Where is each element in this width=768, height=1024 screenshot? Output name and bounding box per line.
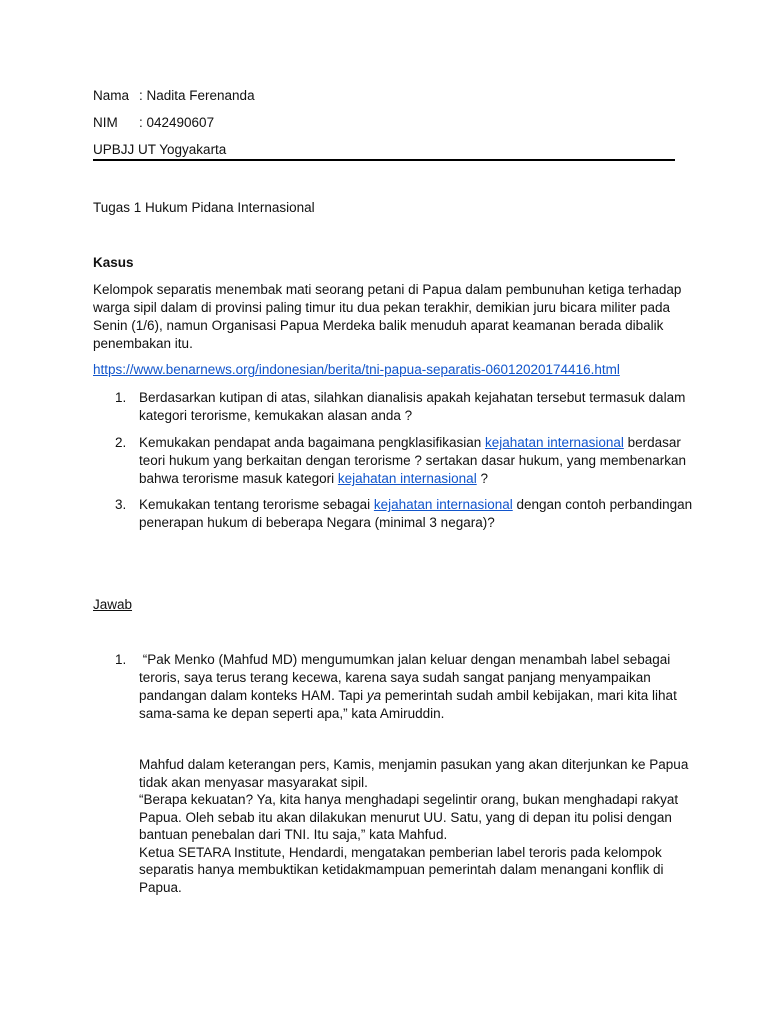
answer-line: sama-sama ke depan seperti apa,” kata Amiruddin. <box>139 706 445 721</box>
name-row <box>93 88 255 103</box>
question-number: 3. <box>115 497 127 512</box>
answer-text: pandangan dalam konteks HAM. Tapi <box>139 688 367 703</box>
answer-number: 1. <box>115 652 127 667</box>
kejahatan-internasional-link[interactable]: kejahatan internasional <box>485 435 624 450</box>
answer-italic: ya <box>366 688 382 703</box>
kasus-line: penembakan itu. <box>93 336 193 351</box>
header-divider <box>93 159 675 161</box>
nim-value: : 042490607 <box>139 115 215 130</box>
kasus-paragraph <box>93 281 683 353</box>
answer-line: teroris, saya terus terang kecewa, karena saya sudah sangat panjang menyampaikan <box>139 670 651 685</box>
question-text: Kemukakan pendapat anda bagaimana pengklasifikasian <box>139 435 485 450</box>
question-line <box>139 496 693 514</box>
answer-line: Papua. <box>139 879 182 895</box>
kejahatan-internasional-link[interactable]: kejahatan internasional <box>373 497 513 512</box>
answer-line: “Pak Menko (Mahfud MD) mengumumkan jalan keluar dengan menambah label sebagai <box>139 652 671 667</box>
kasus-line: Senin (1/6), namun Organisasi Papua Merdeka balik menuduh aparat keamanan berada dibalik <box>93 318 664 333</box>
kasus-line: Kelompok separatis menembak mati seorang petani di Papua dalam pembunuhan ketiga terhadap <box>93 282 682 297</box>
nim-row <box>93 115 215 130</box>
question-line: Berdasarkan kutipan di atas, silahkan dianalisis apakah kejahatan tersebut termasuk dalam <box>139 390 686 405</box>
kejahatan-internasional-link[interactable]: kejahatan internasional <box>337 471 477 486</box>
answer-line: tidak akan menyasar masyarakat sipil. <box>139 774 368 790</box>
answer-paragraph <box>139 756 689 896</box>
name-label: Nama <box>93 88 130 103</box>
jawab-heading: Jawab <box>93 597 133 612</box>
question-text: dengan contoh perbandingan <box>512 497 693 512</box>
question-text: bahwa terorisme masuk kategori <box>139 471 338 486</box>
answer-line: separatis hanya membuktikan ketidakmampuan pemerintah dalam menangani konflik di <box>139 862 664 877</box>
question-line: kategori terorisme, kemukakan alasan anda ? <box>139 408 413 423</box>
answer-line <box>139 687 684 705</box>
question-number: 2. <box>115 435 127 450</box>
answer-line: “Berapa kekuatan? Ya, kita hanya menghadapi segelintir orang, bukan menghadapi rakyat <box>139 792 679 807</box>
question-line: teori hukum yang berkaitan dengan terorisme ? sertakan dasar hukum, yang membenarkan <box>139 453 687 468</box>
question-line <box>139 470 684 488</box>
answer-text: pemerintah sudah ambil kebijakan, mari kita lihat <box>381 688 677 703</box>
source-link[interactable]: https://www.benarnews.org/indonesian/berita/tni-papua-separatis-06012020174416.html <box>93 362 620 377</box>
nim-label: NIM <box>93 115 118 130</box>
question-number: 1. <box>115 390 127 405</box>
kasus-line: warga sipil dalam di provinsi paling timur itu dua pekan terakhir, demikian juru bicara militer pada <box>93 300 671 315</box>
question-text: ? <box>476 471 488 486</box>
question-text: Kemukakan tentang terorisme sebagai <box>139 497 374 512</box>
name-value: : Nadita Ferenanda <box>139 88 255 103</box>
answer-line: Papua. Oleh sebab itu akan dilakukan menurut UU. Satu, yang di depan itu polisi dengan <box>139 809 672 825</box>
answer-line: Ketua SETARA Institute, Hendardi, mengatakan pemberian label teroris pada kelompok <box>139 844 662 860</box>
assignment-title: Tugas 1 Hukum Pidana Internasional <box>93 200 315 215</box>
unit-label: UPBJJ UT Yogyakarta <box>93 142 227 157</box>
answer-line: bantuan penebalan dari TNI. Itu saja,” kata Mahfud. <box>139 827 448 842</box>
question-text: berdasar <box>623 435 681 450</box>
kasus-heading: Kasus <box>93 255 134 270</box>
question-line: penerapan hukum di beberapa Negara (minimal 3 negara)? <box>139 515 495 530</box>
answer-line: Mahfud dalam keterangan pers, Kamis, menjamin pasukan yang akan diterjunkan ke Papua <box>139 757 689 772</box>
question-line <box>139 434 684 452</box>
